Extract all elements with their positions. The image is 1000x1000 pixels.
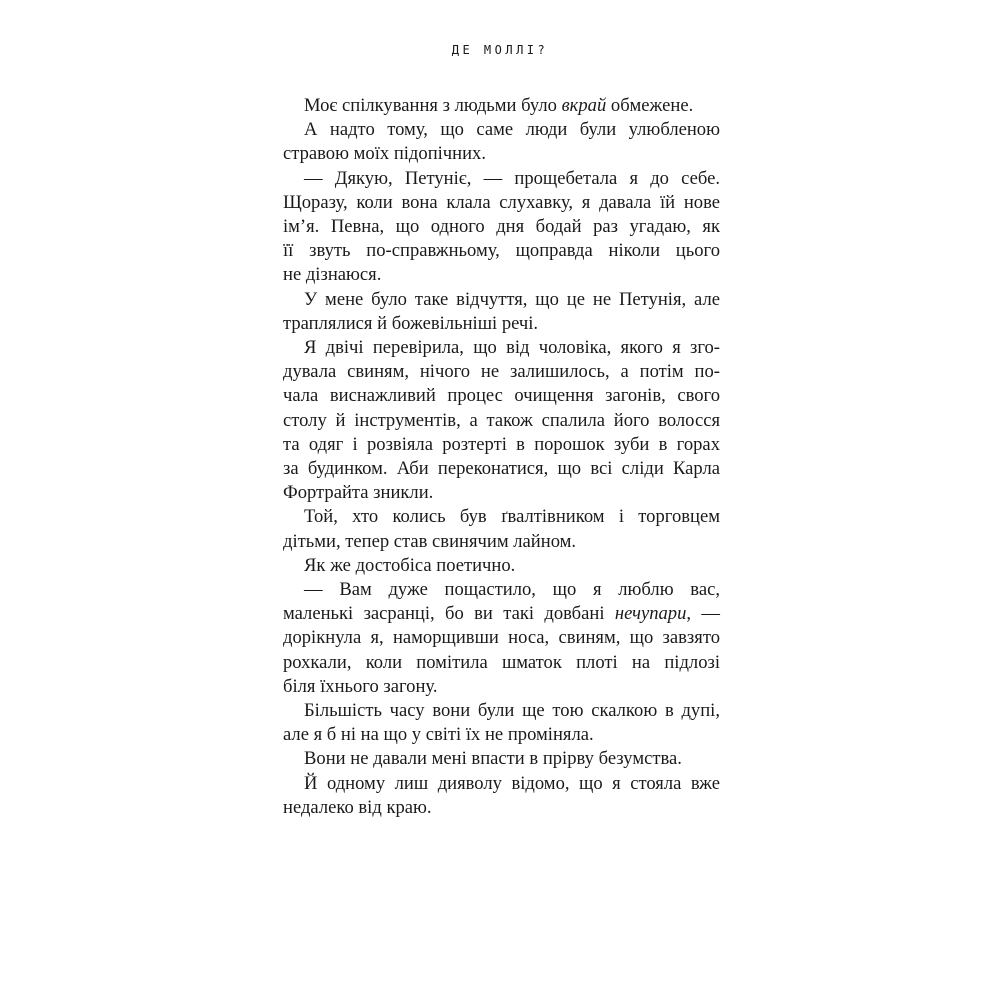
text-line: — Вам дуже пощастило, що я люблю вас, bbox=[304, 579, 720, 601]
text-line: стравою моїх підопічних. bbox=[283, 143, 487, 165]
text-line: дувала свиням, нічого не залишилось, а потім по- bbox=[283, 361, 720, 383]
paragraph bbox=[283, 554, 720, 578]
text-run: Моє спілкування з людьми було bbox=[304, 95, 562, 116]
text-line: столу й інструментів, а також спалила його волосся bbox=[283, 409, 720, 431]
text-line: за будинком. Аби переконатися, що всі сліди Карла bbox=[283, 458, 720, 480]
text-line: дорікнула я, наморщивши носа, свиням, що завзято bbox=[283, 627, 720, 649]
paragraph bbox=[283, 288, 720, 336]
text-line: дітьми, тепер став свинячим лайном. bbox=[283, 530, 577, 552]
running-header: ДЕ МОЛЛІ? bbox=[451, 43, 549, 57]
text-line: Й одному лиш дияволу відомо, що я стояла вже bbox=[304, 772, 720, 794]
paragraph bbox=[283, 578, 720, 699]
text-line: Більшість часу вони були ще тою скалкою в дупі, bbox=[304, 700, 720, 722]
text-line: біля їхнього загону. bbox=[283, 675, 438, 697]
text-line: рохкали, коли помітила шматок плоті на підлозі bbox=[283, 651, 720, 673]
italic-text: нечупари bbox=[614, 603, 687, 625]
text-line: У мене було таке відчуття, що це не Петунія, але bbox=[304, 288, 720, 310]
text-run: маленькі засранці, бо ви такі довбані bbox=[283, 603, 615, 625]
paragraph bbox=[283, 118, 720, 166]
paragraph bbox=[283, 699, 720, 747]
text-line: Як же достобіса поетично. bbox=[304, 554, 516, 576]
text-line: ім’я. Певна, що одного дня бодай раз угадаю, як bbox=[283, 216, 720, 238]
italic-text: вкрай bbox=[561, 95, 607, 116]
text-line: та одяг і розвіяла розтерті в порошок зуби в горах bbox=[283, 433, 720, 455]
text-line: але я б ні на що у світі їх не проміняла. bbox=[283, 724, 594, 746]
text-line: Фортрайта зникли. bbox=[283, 482, 434, 504]
paragraph bbox=[283, 167, 720, 288]
text-line bbox=[283, 94, 720, 118]
text-line: траплялися й божевільніші речі. bbox=[283, 312, 539, 334]
text-line: А надто тому, що саме люди були улюбленою bbox=[304, 119, 720, 141]
paragraph bbox=[283, 772, 720, 820]
text-line: Я двічі перевірила, що від чоловіка, якого я зго- bbox=[304, 337, 720, 359]
text-line: Вони не давали мені впасти в прірву безумства. bbox=[304, 748, 682, 770]
text-line: чала виснажливий процес очищення загонів, свого bbox=[283, 385, 720, 407]
text-line: Той, хто колись був ґвалтівником і торговцем bbox=[304, 506, 720, 528]
text-line: недалеко від краю. bbox=[283, 796, 432, 818]
text-line: Щоразу, коли вона клала слухавку, я давала їй нове bbox=[283, 191, 720, 213]
paragraph bbox=[283, 94, 720, 118]
body-text bbox=[283, 94, 720, 820]
text-line bbox=[283, 602, 720, 626]
text-run: обмежене. bbox=[606, 95, 694, 116]
text-line: не дізнаюся. bbox=[283, 264, 382, 286]
paragraph bbox=[283, 336, 720, 505]
paragraph bbox=[283, 747, 720, 771]
paragraph bbox=[283, 505, 720, 553]
text-line: її звуть по-справжньому, щоправда ніколи цього bbox=[283, 240, 720, 262]
text-run: , — bbox=[686, 603, 720, 625]
text-line: — Дякую, Петуніє, — прощебетала я до себе. bbox=[304, 167, 720, 189]
